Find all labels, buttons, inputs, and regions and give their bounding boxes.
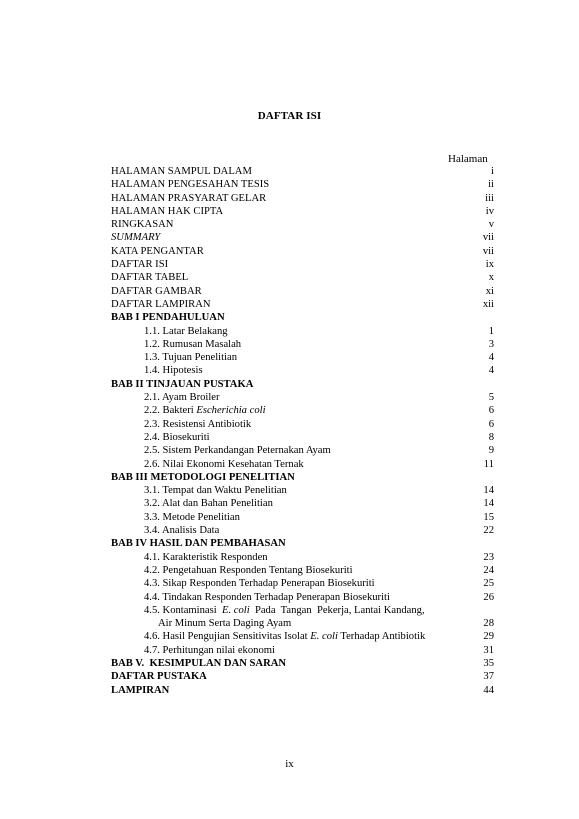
toc-entry-page: ix [485,259,494,271]
toc-subentry[interactable] [111,497,494,510]
toc-subentry[interactable] [111,577,494,590]
toc-entry-title-post: Terhadap Antibiotik [337,631,426,643]
toc-subentry-continuation[interactable] [111,617,494,630]
toc-subentry[interactable] [111,604,494,617]
toc-entry-title: DAFTAR GAMBAR [111,285,202,297]
toc-entry-page: 29 [483,631,494,643]
toc-entry-page: x [488,272,494,284]
toc-entry-title: RINGKASAN [111,219,174,231]
toc-entry-page: 9 [488,445,494,457]
toc-entry-page: 22 [483,525,494,537]
toc-entry-title: 4.4. Tindakan Responden Terhadap Penerapan Biosekuriti [144,591,390,603]
page-number: ix [285,758,294,770]
toc-entry-page: i [491,166,494,177]
toc-entry-page: 4 [488,365,494,377]
toc-entry-page: iii [485,192,494,204]
toc-entry-page: 15 [483,511,494,523]
toc-chapter-title: DAFTAR PUSTAKA [111,671,207,683]
toc-entry-title-pre: 4.6. Hasil Pengujian Sensitivitas Isolat [144,631,311,643]
toc-chapter-heading[interactable] [111,657,494,670]
toc-entry-title: 4.2. Pengetahuan Responden Tentang Biosekuriti [144,564,353,576]
toc-entry-title: 4.1. Karakteristik Responden [144,551,268,563]
toc-entry-title-pre: 2.2. Bakteri [144,405,197,417]
toc-entry-title: Air Minum Serta Daging Ayam [158,618,292,630]
toc-entry-page: 6 [488,418,494,430]
toc-entry[interactable] [111,165,494,178]
toc-entry-title-italic: Escherichia coli [196,405,266,417]
toc-entry-title: HALAMAN PENGESAHAN TESIS [111,179,270,191]
toc-chapter-title: BAB IV HASIL DAN PEMBAHASAN [111,538,286,550]
toc-entry[interactable] [111,205,494,218]
toc-entry-page: 28 [483,618,494,630]
toc-entry-title: 2.6. Nilai Ekonomi Kesehatan Ternak [144,458,304,470]
toc-entry-title: HALAMAN PRASYARAT GELAR [111,192,267,204]
toc-subentry[interactable] [111,630,494,643]
toc-chapter-title: BAB I PENDAHULUAN [111,312,225,324]
toc-chapter-heading[interactable] [111,537,494,550]
toc-entry-page: 6 [488,405,494,417]
toc-entry-title: 1.3. Tujuan Penelitian [144,352,237,364]
toc-subentry[interactable] [111,591,494,604]
toc-entry[interactable] [111,271,494,284]
toc-entry-page: v [488,219,494,231]
toc-entry-page: 8 [488,431,494,443]
toc-subentry[interactable] [111,484,494,497]
toc-entry-page: 35 [483,657,494,669]
toc-entry-page: 26 [483,591,494,603]
toc-entry-title [144,604,425,617]
toc-chapter-title: LAMPIRAN [111,684,170,696]
toc-entry-title [144,630,425,643]
toc-entry-title: 2.4. Biosekuriti [144,431,210,443]
toc-entry[interactable] [111,258,494,271]
toc-entry-title: HALAMAN SAMPUL DALAM [111,166,252,177]
toc-entry[interactable] [111,231,494,244]
toc-entry-title: DAFTAR LAMPIRAN [111,298,211,310]
toc-entry-title: 3.3. Metode Penelitian [144,511,240,523]
toc-entry[interactable] [111,192,494,205]
toc-entry-page: 24 [483,564,494,576]
page-title: DAFTAR ISI [257,110,322,122]
toc-entry-page: vii [482,232,494,244]
toc-chapter-heading[interactable] [111,670,494,683]
toc-entry-title-pre: 4.5. Kontaminasi [144,604,222,616]
toc-entry-page: 14 [483,485,494,497]
toc-entry[interactable] [111,218,494,231]
toc-subentry[interactable] [111,444,494,457]
toc-subentry[interactable] [111,325,494,338]
toc-entry-title: KATA PENGANTAR [111,245,204,257]
toc-entry-title: 2.3. Resistensi Antibiotik [144,418,252,430]
toc-entry[interactable] [111,298,494,311]
toc-entry-page: ii [488,179,494,191]
toc-subentry[interactable] [111,351,494,364]
toc-subentry[interactable] [111,458,494,471]
toc-entry-page: 1 [488,325,494,337]
toc-chapter-heading[interactable] [111,471,494,484]
toc-entry-title: SUMMARY [111,232,161,244]
toc-entry-page: vii [482,245,494,257]
toc-subentry[interactable] [111,404,494,417]
toc-entry-title-italic: E. coli [221,604,250,616]
toc-entry-title: 4.3. Sikap Responden Terhadap Penerapan Biosekuriti [144,578,375,590]
toc-subentry[interactable] [111,524,494,537]
toc-entry-title: 4.7. Perhitungan nilai ekonomi [144,644,275,656]
toc-entry-title: 1.2. Rumusan Masalah [144,338,242,350]
toc-entry-page: iv [485,205,494,217]
toc-entry-page: 23 [483,551,494,563]
toc-entry-title-italic: E. coli [310,631,338,643]
toc-subentry[interactable] [111,418,494,431]
toc-entry-title: DAFTAR ISI [111,259,169,271]
toc-entry-title [144,404,266,417]
toc-chapter-title: BAB III METODOLOGI PENELITIAN [111,471,295,483]
toc-entry-page: 5 [488,392,494,404]
toc-subentry[interactable] [111,644,494,657]
toc-entry-title-post: Pada Tangan Pekerja, Lantai Kandang, [249,604,425,616]
toc-entry-page: 31 [483,644,494,656]
toc-entry-title: 2.1. Ayam Broiler [144,392,220,404]
toc-entry-title: 1.4. Hipotesis [144,365,203,377]
toc-entry-page: xi [485,285,494,297]
toc-chapter-title: BAB II TINJAUAN PUSTAKA [111,378,254,390]
toc-entry-title: 3.1. Tempat dan Waktu Penelitian [144,485,287,497]
page-column-header: Halaman [448,153,488,165]
toc-entry-page: xii [482,298,494,310]
toc-entry[interactable] [111,285,494,298]
toc-subentry[interactable] [111,564,494,577]
toc-subentry[interactable] [111,511,494,524]
toc-entry-page: 44 [483,684,494,696]
toc-chapter-heading[interactable] [111,684,494,697]
toc-entry[interactable] [111,178,494,191]
toc-subentry[interactable] [111,551,494,564]
toc-entry-title: DAFTAR TABEL [111,272,189,284]
toc-entry-title: 2.5. Sistem Perkandangan Peternakan Ayam [144,445,331,457]
toc-entry-page: 4 [488,352,494,364]
toc-chapter-heading[interactable] [111,378,494,391]
toc-entry[interactable] [111,245,494,258]
toc-entry-title: HALAMAN HAK CIPTA [111,205,224,217]
toc-subentry[interactable] [111,431,494,444]
toc-entry-page: 3 [488,338,494,350]
toc-entry-page: 14 [483,498,494,510]
toc-entry-title: 3.4. Analisis Data [144,525,220,537]
table-of-contents [111,165,494,697]
toc-chapter-heading[interactable] [111,311,494,324]
toc-entry-page: 37 [483,671,494,683]
toc-entry-page: 11 [483,458,494,470]
toc-chapter-title: BAB V. KESIMPULAN DAN SARAN [111,657,287,669]
toc-entry-page: 25 [483,578,494,590]
toc-subentry[interactable] [111,338,494,351]
toc-entry-title: 1.1. Latar Belakang [144,325,228,337]
toc-entry-title: 3.2. Alat dan Bahan Penelitian [144,498,273,510]
toc-subentry[interactable] [111,364,494,377]
toc-subentry[interactable] [111,391,494,404]
